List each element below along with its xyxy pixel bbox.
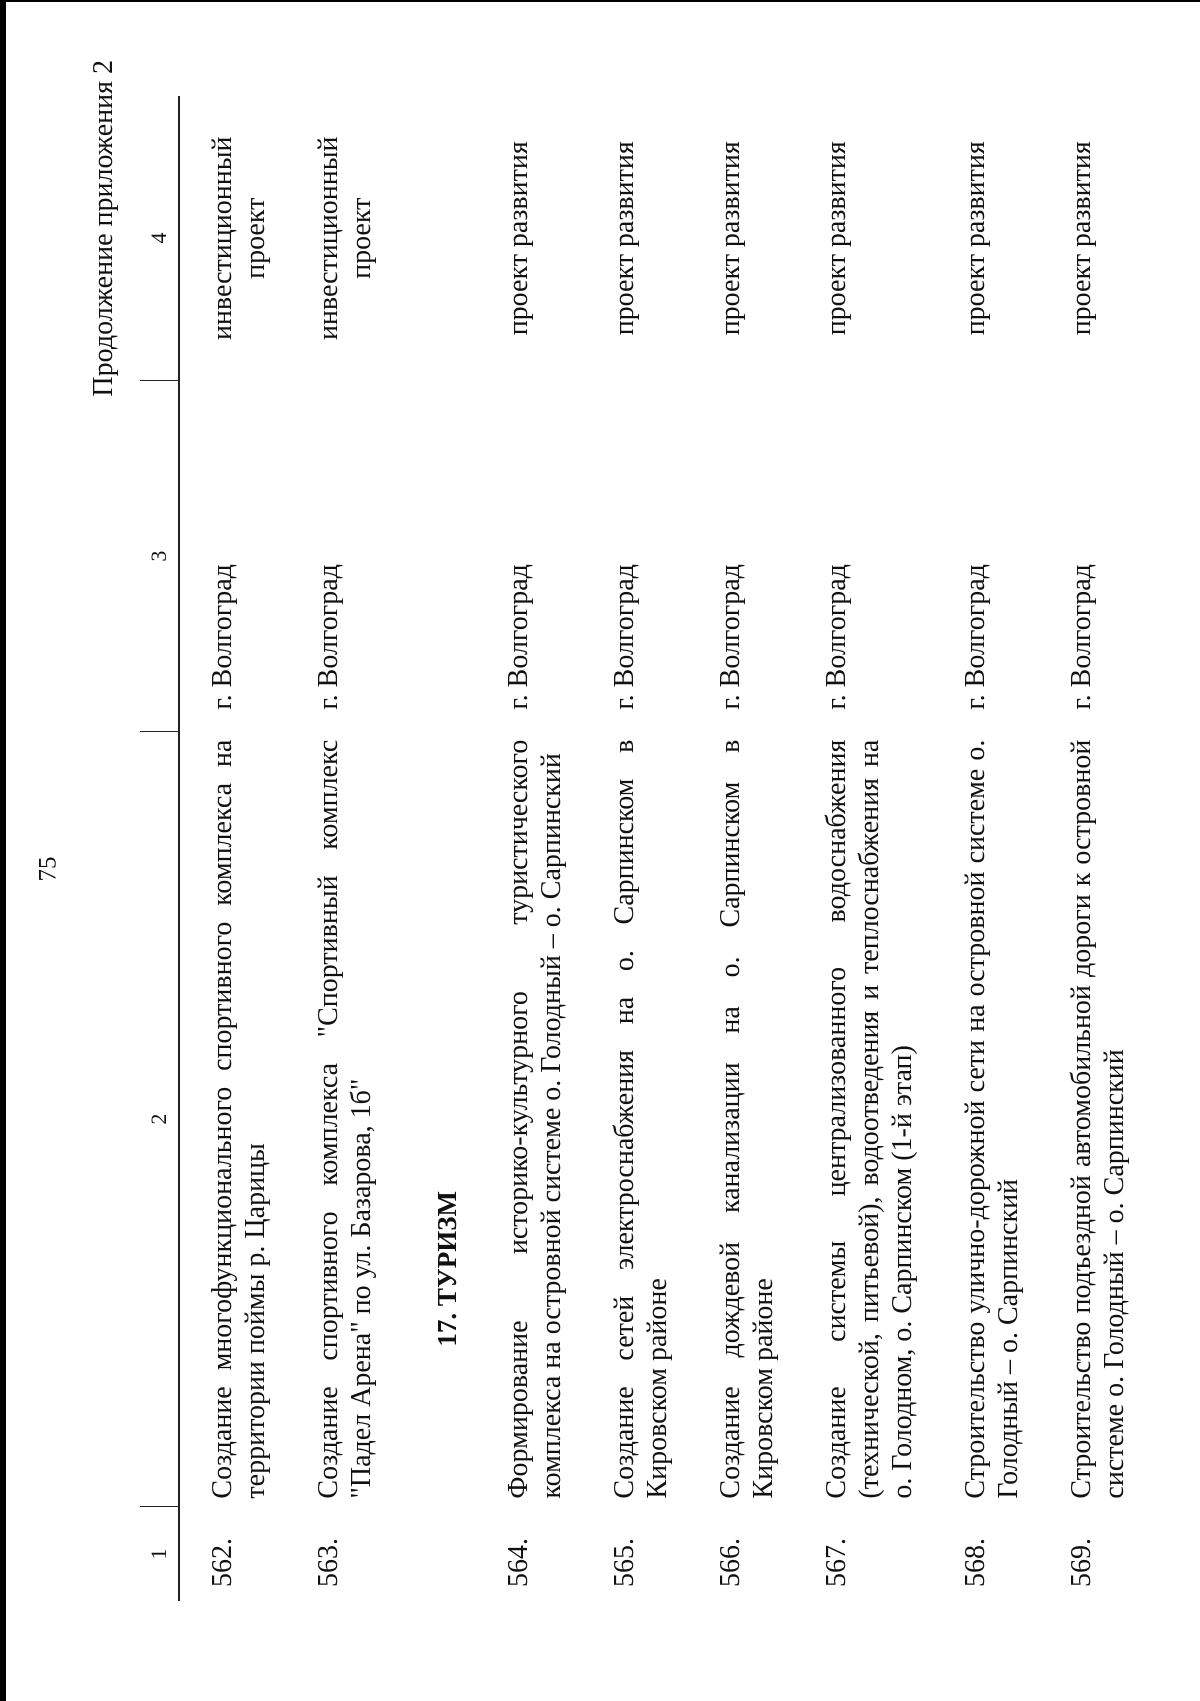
row-project-type: проект развития: [715, 141, 747, 336]
row-location: г. Волгоград: [821, 564, 853, 710]
row-location: г. Волгоград: [207, 564, 238, 710]
row-number: 568.: [960, 1538, 992, 1587]
row-location: г. Волгоград: [960, 564, 992, 710]
table-row: [286, 96, 392, 1601]
row-location: г. Волгоград: [1066, 564, 1098, 710]
row-project-type: инвестиционный проект: [313, 136, 378, 341]
header-col-4: 4: [140, 96, 179, 381]
row-description: Создание дождевой канализации на о. Сарпинском в Кировском районе: [715, 739, 780, 1499]
page-number: 75: [34, 856, 62, 882]
row-location: г. Волгоград: [502, 564, 534, 710]
header-col-3: 3: [140, 381, 179, 732]
row-location: г. Волгоград: [609, 564, 641, 710]
table-row: [476, 96, 582, 1601]
table-row: [1039, 96, 1145, 1601]
table-row: [179, 96, 286, 1601]
row-number: 565.: [609, 1538, 641, 1587]
row-number: 562.: [207, 1538, 238, 1587]
table-row: [794, 96, 933, 1601]
row-description: Строительство улично-дорожной сети на островной системе о. Голодный – о. Сарпинский: [960, 739, 1025, 1499]
table-row: [688, 96, 794, 1601]
row-project-type: проект развития: [960, 141, 992, 336]
table-header-row: [140, 96, 179, 1601]
projects-table: [140, 96, 1145, 1601]
row-number: 566.: [715, 1538, 747, 1587]
table-row: [933, 96, 1039, 1601]
row-number: 567.: [821, 1538, 853, 1587]
header-col-2: 2: [140, 732, 179, 1507]
row-description: Создание многофункционального спортивного комплекса на территории поймы р. Царицы: [207, 739, 272, 1499]
row-number: 569.: [1066, 1538, 1098, 1587]
row-number: 563.: [313, 1538, 345, 1587]
row-project-type: проект развития: [821, 141, 853, 336]
appendix-continuation-label: Продолжение приложения 2: [88, 60, 119, 397]
row-description: Формирование историко-культурного туристического комплекса на островной системе о. Голодный – о. Сарпинский: [502, 739, 568, 1499]
row-description: Создание сетей электроснабжения на о. Сарпинском в Кировском районе: [609, 739, 674, 1499]
row-project-type: инвестиционный проект: [207, 136, 272, 341]
row-project-type: проект развития: [609, 141, 641, 336]
row-description: Создание спортивного комплекса "Спортивный комплекс "Падел Арена" по ул. Базарова, 1б": [313, 739, 378, 1499]
row-project-type: проект развития: [1066, 141, 1098, 336]
row-description: Строительство подъездной автомобильной дороги к островной системе о. Голодный – о. Сарпинский: [1066, 739, 1131, 1499]
section-heading-row: [392, 96, 476, 1601]
section-title: 17. ТУРИЗМ: [432, 1191, 463, 1347]
row-description: Создание системы централизованного водоснабжения (технической, питьевой), водоотведения и теплоснабжения на о. Голодном, о. Сарпинском (1-й этап): [821, 739, 919, 1499]
row-location: г. Волгоград: [715, 564, 747, 710]
row-project-type: проект развития: [502, 141, 534, 336]
table-row: [582, 96, 688, 1601]
row-number: 564.: [502, 1538, 534, 1587]
header-col-1: 1: [146, 1548, 172, 1560]
row-location: г. Волгоград: [313, 564, 345, 710]
